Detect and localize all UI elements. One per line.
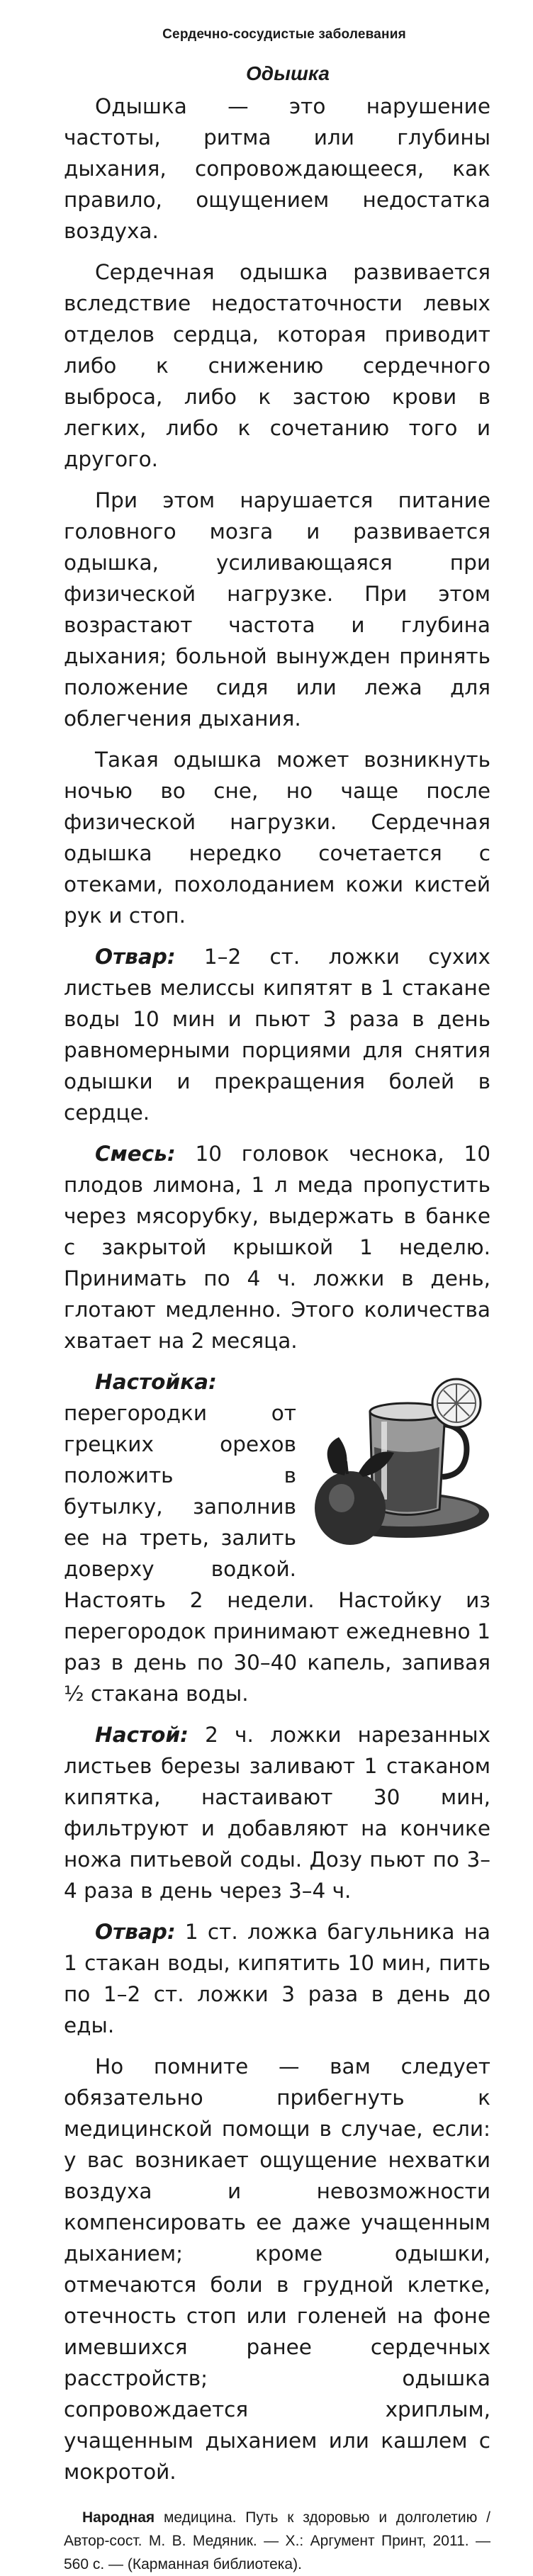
recipe-lead: Настойка: (95, 1370, 217, 1394)
tea-glass-image (305, 1369, 490, 1560)
running-head: Сердечно-сосудистые заболевания (162, 27, 406, 42)
article-body (64, 91, 490, 2487)
recipe-text: 10 головок чеснока, 10 плодов лимона, 1 л меда пропустить через мясорубку, выдержать в банке с закрытой крышкой 1 неделю. Принимать по 4 ч. ложки в день, глотают медленно. Этого количества хватает на 2 месяца. (64, 1142, 490, 1353)
recipe-text: 1 ст. ложка багульника на 1 стакан воды, кипятить 10 мин, пить по 1–2 ст. ложки 3 раза в день до еды. (64, 1920, 490, 2037)
recipe-lead: Смесь: (95, 1142, 176, 1166)
paragraph-definition: Одышка — это нарушение частоты, ритма или глубины дыхания, сопровождающееся, как правило, ощущением недостатка воздуха. (64, 94, 490, 243)
recipe-otvar-ledum (64, 1916, 490, 2041)
citation-text: медицина. Путь к здоровью и долголетию / Автор-сост. М. В. Медяник. — Х.: Аргумент Принт, 2011. — 560 с. — (Карманная библиотека). (64, 2509, 490, 2572)
recipe-lead: Настой: (95, 1723, 189, 1747)
recipe-nastoy-birch (64, 1719, 490, 1906)
recipe-lead: Отвар: (95, 1920, 176, 1944)
recipe-lead: Отвар: (95, 945, 176, 969)
recipe-text: 2 ч. ложки нарезанных листьев березы заливают 1 стаканом кипятка, настаивают 30 мин, фильтруют и добавляют на кончике ножа питьевой соды. Дозу пьют по 3–4 раза в день через 3–4 ч. (64, 1723, 490, 1903)
recipe-otvar-melissa (64, 941, 490, 1128)
recipe-nastoyka-block (64, 1366, 490, 1719)
paragraph-night-dyspnea: Такая одышка может возникнуть ночью во сне, но чаще после физической нагрузки. Сердечная одышка нередко сочетается с отеками, похолоданием кожи кистей рук и стоп. (64, 748, 490, 928)
paragraph-warning: Но помните — вам следует обязательно прибегнуть к медицинской помощи в случае, если: у вас возникает ощущение нехватки воздуха и невозможности компенсировать ее даже учащенным дыханием; кроме одышки, отмечаются боли в грудной клетке, отечность стоп или голеней на фоне имевшихся ранее сердечных расстройств; одышка сопровождается хриплым, учащенным дыханием или кашлем с мокротой. (64, 2054, 490, 2484)
recipe-text: 1–2 ст. ложки сухих листьев мелиссы кипятят в 1 стакане воды 10 мин и пьют 3 раза в день равномерными порциями для снятия одышки и прекращения болей в сердце. (64, 945, 490, 1125)
recipe-text: перегородки от грецких орехов положить в бутылку, заполнив ее на треть, залить доверху водкой. Настоять 2 недели. Настойку из перегородок принимают ежедневно 1 раз в день по 30–40 капель, запивая ½ стакана воды. (64, 1401, 490, 1706)
source-citation (64, 2506, 490, 2576)
tea-glass-illustration (305, 1369, 490, 1560)
citation-lead: Народная (82, 2509, 155, 2526)
paragraph-cardiac-dyspnea: Сердечная одышка развивается вследствие недостаточности левых отделов сердца, которая приводит либо к снижению сердечного выброса, либо к застою крови в легких, либо к сочетанию того и другого. (64, 260, 490, 471)
recipe-smes-garlic (64, 1138, 490, 1356)
paragraph-brain-nutrition: При этом нарушается питание головного мозга и развивается одышка, усиливающаяся при физической нагрузке. При этом возрастают частота и глубина дыхания; больной вынужден принять положение сидя или лежа для облегчения дыхания. (64, 488, 490, 731)
section-title: Одышка (245, 62, 330, 84)
